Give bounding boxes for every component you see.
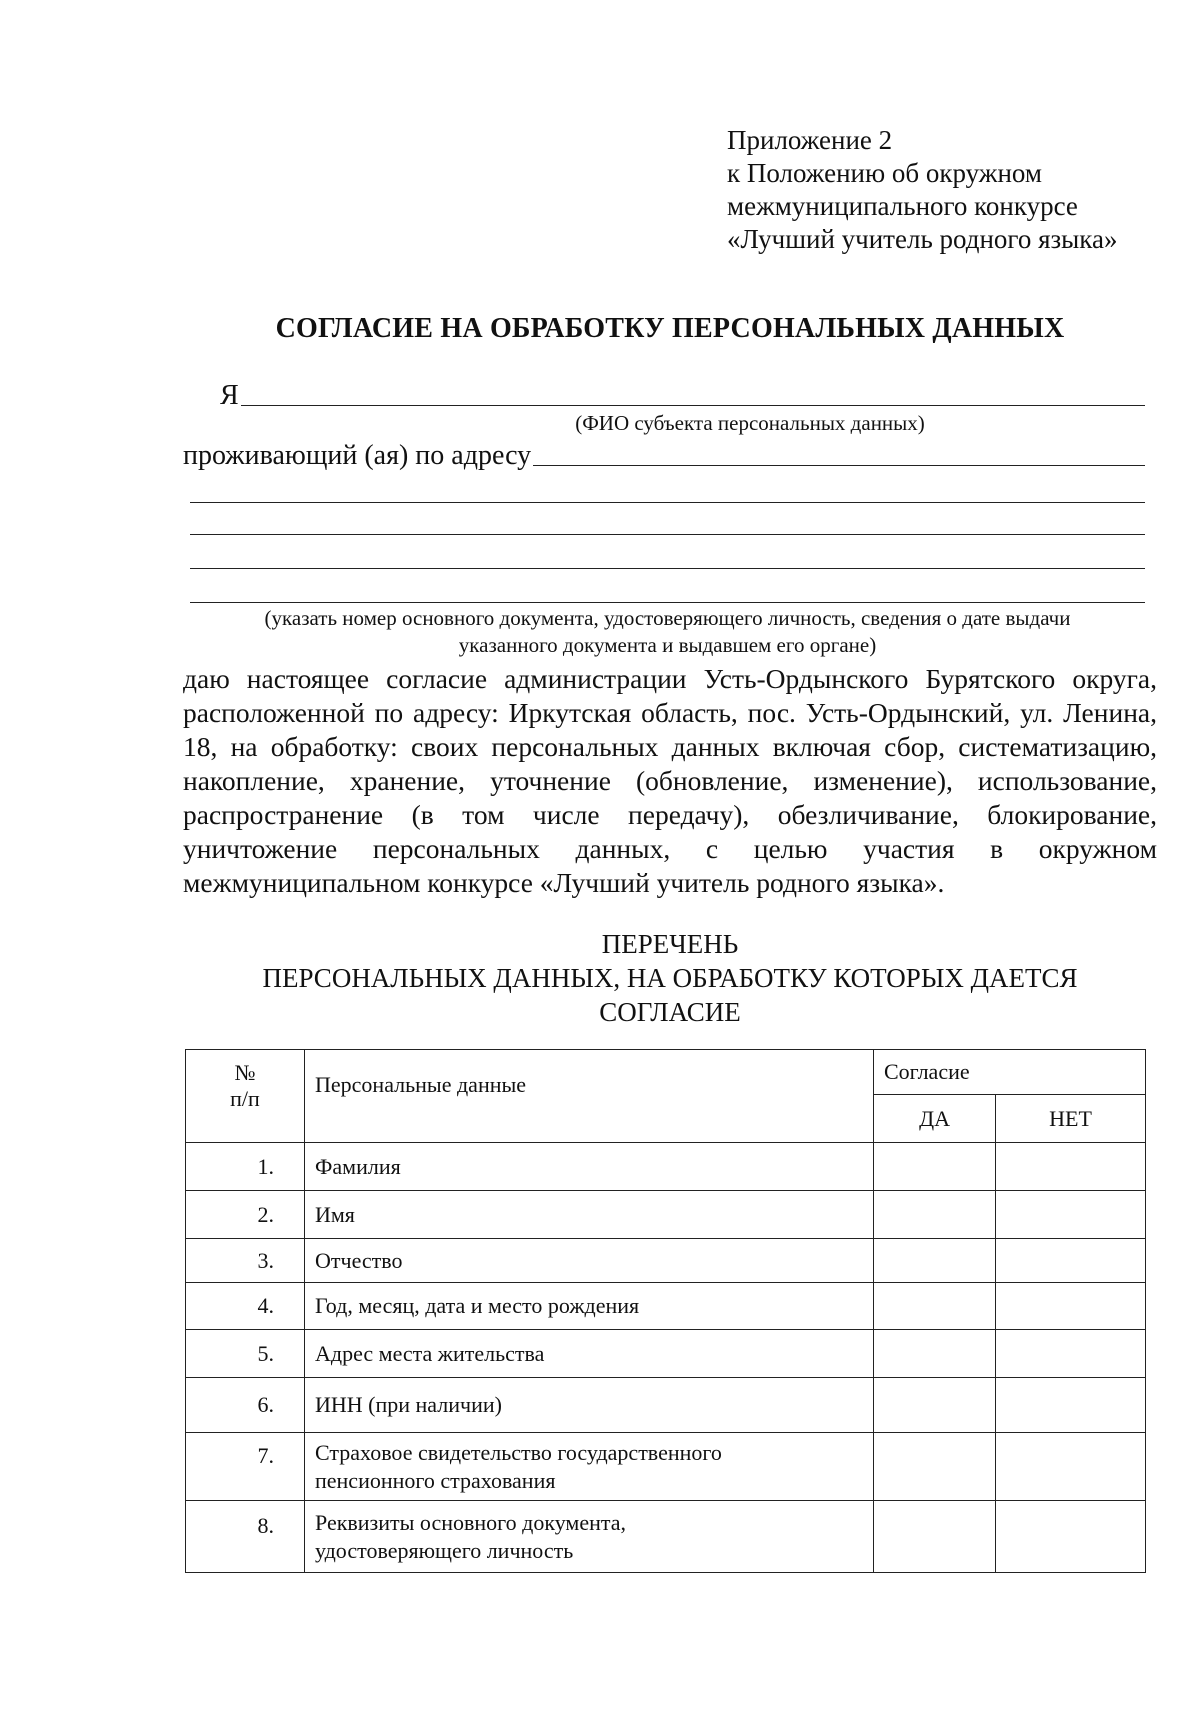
- no-cell[interactable]: [996, 1239, 1146, 1283]
- document-input-line[interactable]: [190, 568, 1145, 569]
- table-row: [186, 1191, 1146, 1239]
- header-num: [186, 1050, 305, 1143]
- row-label-line: пенсионного страхования: [315, 1467, 556, 1493]
- row-number: 6.: [186, 1378, 305, 1433]
- header-yes: ДА: [874, 1095, 996, 1143]
- appendix-note: [727, 124, 1118, 256]
- appendix-line: межмуниципального конкурсе: [727, 191, 1078, 221]
- row-label: Фамилия: [305, 1143, 874, 1191]
- header-num-line: №: [234, 1060, 256, 1085]
- table-header-row: [186, 1050, 1146, 1095]
- yes-cell[interactable]: [874, 1239, 996, 1283]
- no-cell[interactable]: [996, 1191, 1146, 1239]
- row-number: 5.: [186, 1330, 305, 1378]
- yes-cell[interactable]: [874, 1330, 996, 1378]
- header-no: НЕТ: [996, 1095, 1146, 1143]
- row-label: [305, 1433, 874, 1501]
- row-label: [305, 1501, 874, 1573]
- table-row: [186, 1378, 1146, 1433]
- no-cell[interactable]: [996, 1330, 1146, 1378]
- fio-row: [220, 380, 1145, 412]
- row-label: Имя: [305, 1191, 874, 1239]
- row-label-line: Страховое свидетельство государственного: [315, 1439, 722, 1465]
- row-number: 3.: [186, 1239, 305, 1283]
- appendix-line: к Положению об окружном: [727, 158, 1042, 188]
- table-row: [186, 1239, 1146, 1283]
- row-number: 1.: [186, 1143, 305, 1191]
- table-row: [186, 1433, 1146, 1501]
- address-label: проживающий (ая) по адресу: [183, 440, 532, 471]
- row-label-line: удостоверяющего личность: [315, 1537, 574, 1563]
- appendix-line: Приложение 2: [727, 125, 893, 155]
- yes-cell[interactable]: [874, 1433, 996, 1501]
- row-number: 2.: [186, 1191, 305, 1239]
- yes-cell[interactable]: [874, 1143, 996, 1191]
- no-cell[interactable]: [996, 1433, 1146, 1501]
- no-cell[interactable]: [996, 1378, 1146, 1433]
- yes-cell[interactable]: [874, 1191, 996, 1239]
- row-label: Год, месяц, дата и место рождения: [305, 1283, 874, 1330]
- no-cell[interactable]: [996, 1143, 1146, 1191]
- yes-cell[interactable]: [874, 1501, 996, 1573]
- address-row: [183, 440, 1145, 472]
- table-row: [186, 1143, 1146, 1191]
- row-number: 4.: [186, 1283, 305, 1330]
- row-label: Адрес места жительства: [305, 1330, 874, 1378]
- list-title-line: СОГЛАСИЕ: [599, 997, 741, 1027]
- row-label-line: Реквизиты основного документа,: [315, 1509, 627, 1535]
- table-row: [186, 1283, 1146, 1330]
- document-input-line[interactable]: [190, 534, 1145, 535]
- table-row: [186, 1330, 1146, 1378]
- personal-data-table: [185, 1049, 1146, 1573]
- list-title-line: ПЕРЕЧЕНЬ: [601, 929, 739, 959]
- header-personal-data: Персональные данные: [305, 1050, 874, 1143]
- i-label: Я: [220, 380, 239, 411]
- yes-cell[interactable]: [874, 1283, 996, 1330]
- fio-hint: (ФИО субъекта персональных данных): [575, 411, 925, 435]
- appendix-line: «Лучший учитель родного языка»: [727, 224, 1118, 254]
- list-title-line: ПЕРСОНАЛЬНЫХ ДАННЫХ, НА ОБРАБОТКУ КОТОРЫХ ДАЕТСЯ: [262, 963, 1078, 993]
- header-consent: Согласие: [874, 1050, 1146, 1095]
- row-label: Отчество: [305, 1239, 874, 1283]
- no-cell[interactable]: [996, 1501, 1146, 1573]
- document-input-line[interactable]: [190, 502, 1145, 503]
- document-hint-line: указанного документа и выдавшем его органе): [458, 633, 877, 657]
- consent-paragraph: даю настоящее согласие администрации Усть-Ордынского Бурятского округа, расположенной по адресу: Иркутская область, пос. Усть-Ордынский, ул. Ленина, 18, на обработку: своих персональных данных включая сбор, систематизацию, накопление, хранение, уточнение (обновление, изменение), использование, распространение (в том числе передачу), обезличивание, блокирование, уничтожение персональных данных, с целью участия в окружном межмуниципальном конкурсе «Лучший учитель родного языка».: [183, 663, 1157, 898]
- document-title: СОГЛАСИЕ НА ОБРАБОТКУ ПЕРСОНАЛЬНЫХ ДАННЫХ: [275, 313, 1065, 344]
- header-num-line: п/п: [230, 1086, 260, 1111]
- fio-input-line[interactable]: [241, 404, 1145, 406]
- yes-cell[interactable]: [874, 1378, 996, 1433]
- table-row: [186, 1501, 1146, 1573]
- document-hint: [180, 605, 1155, 659]
- row-number: 8.: [186, 1501, 305, 1573]
- document-hint-line: (указать номер основного документа, удостоверяющего личность, сведения о дате выдачи: [264, 606, 1071, 630]
- row-label: ИНН (при наличии): [305, 1378, 874, 1433]
- no-cell[interactable]: [996, 1283, 1146, 1330]
- document-input-line[interactable]: [190, 602, 1145, 603]
- row-number: 7.: [186, 1433, 305, 1501]
- address-input-line[interactable]: [533, 464, 1145, 466]
